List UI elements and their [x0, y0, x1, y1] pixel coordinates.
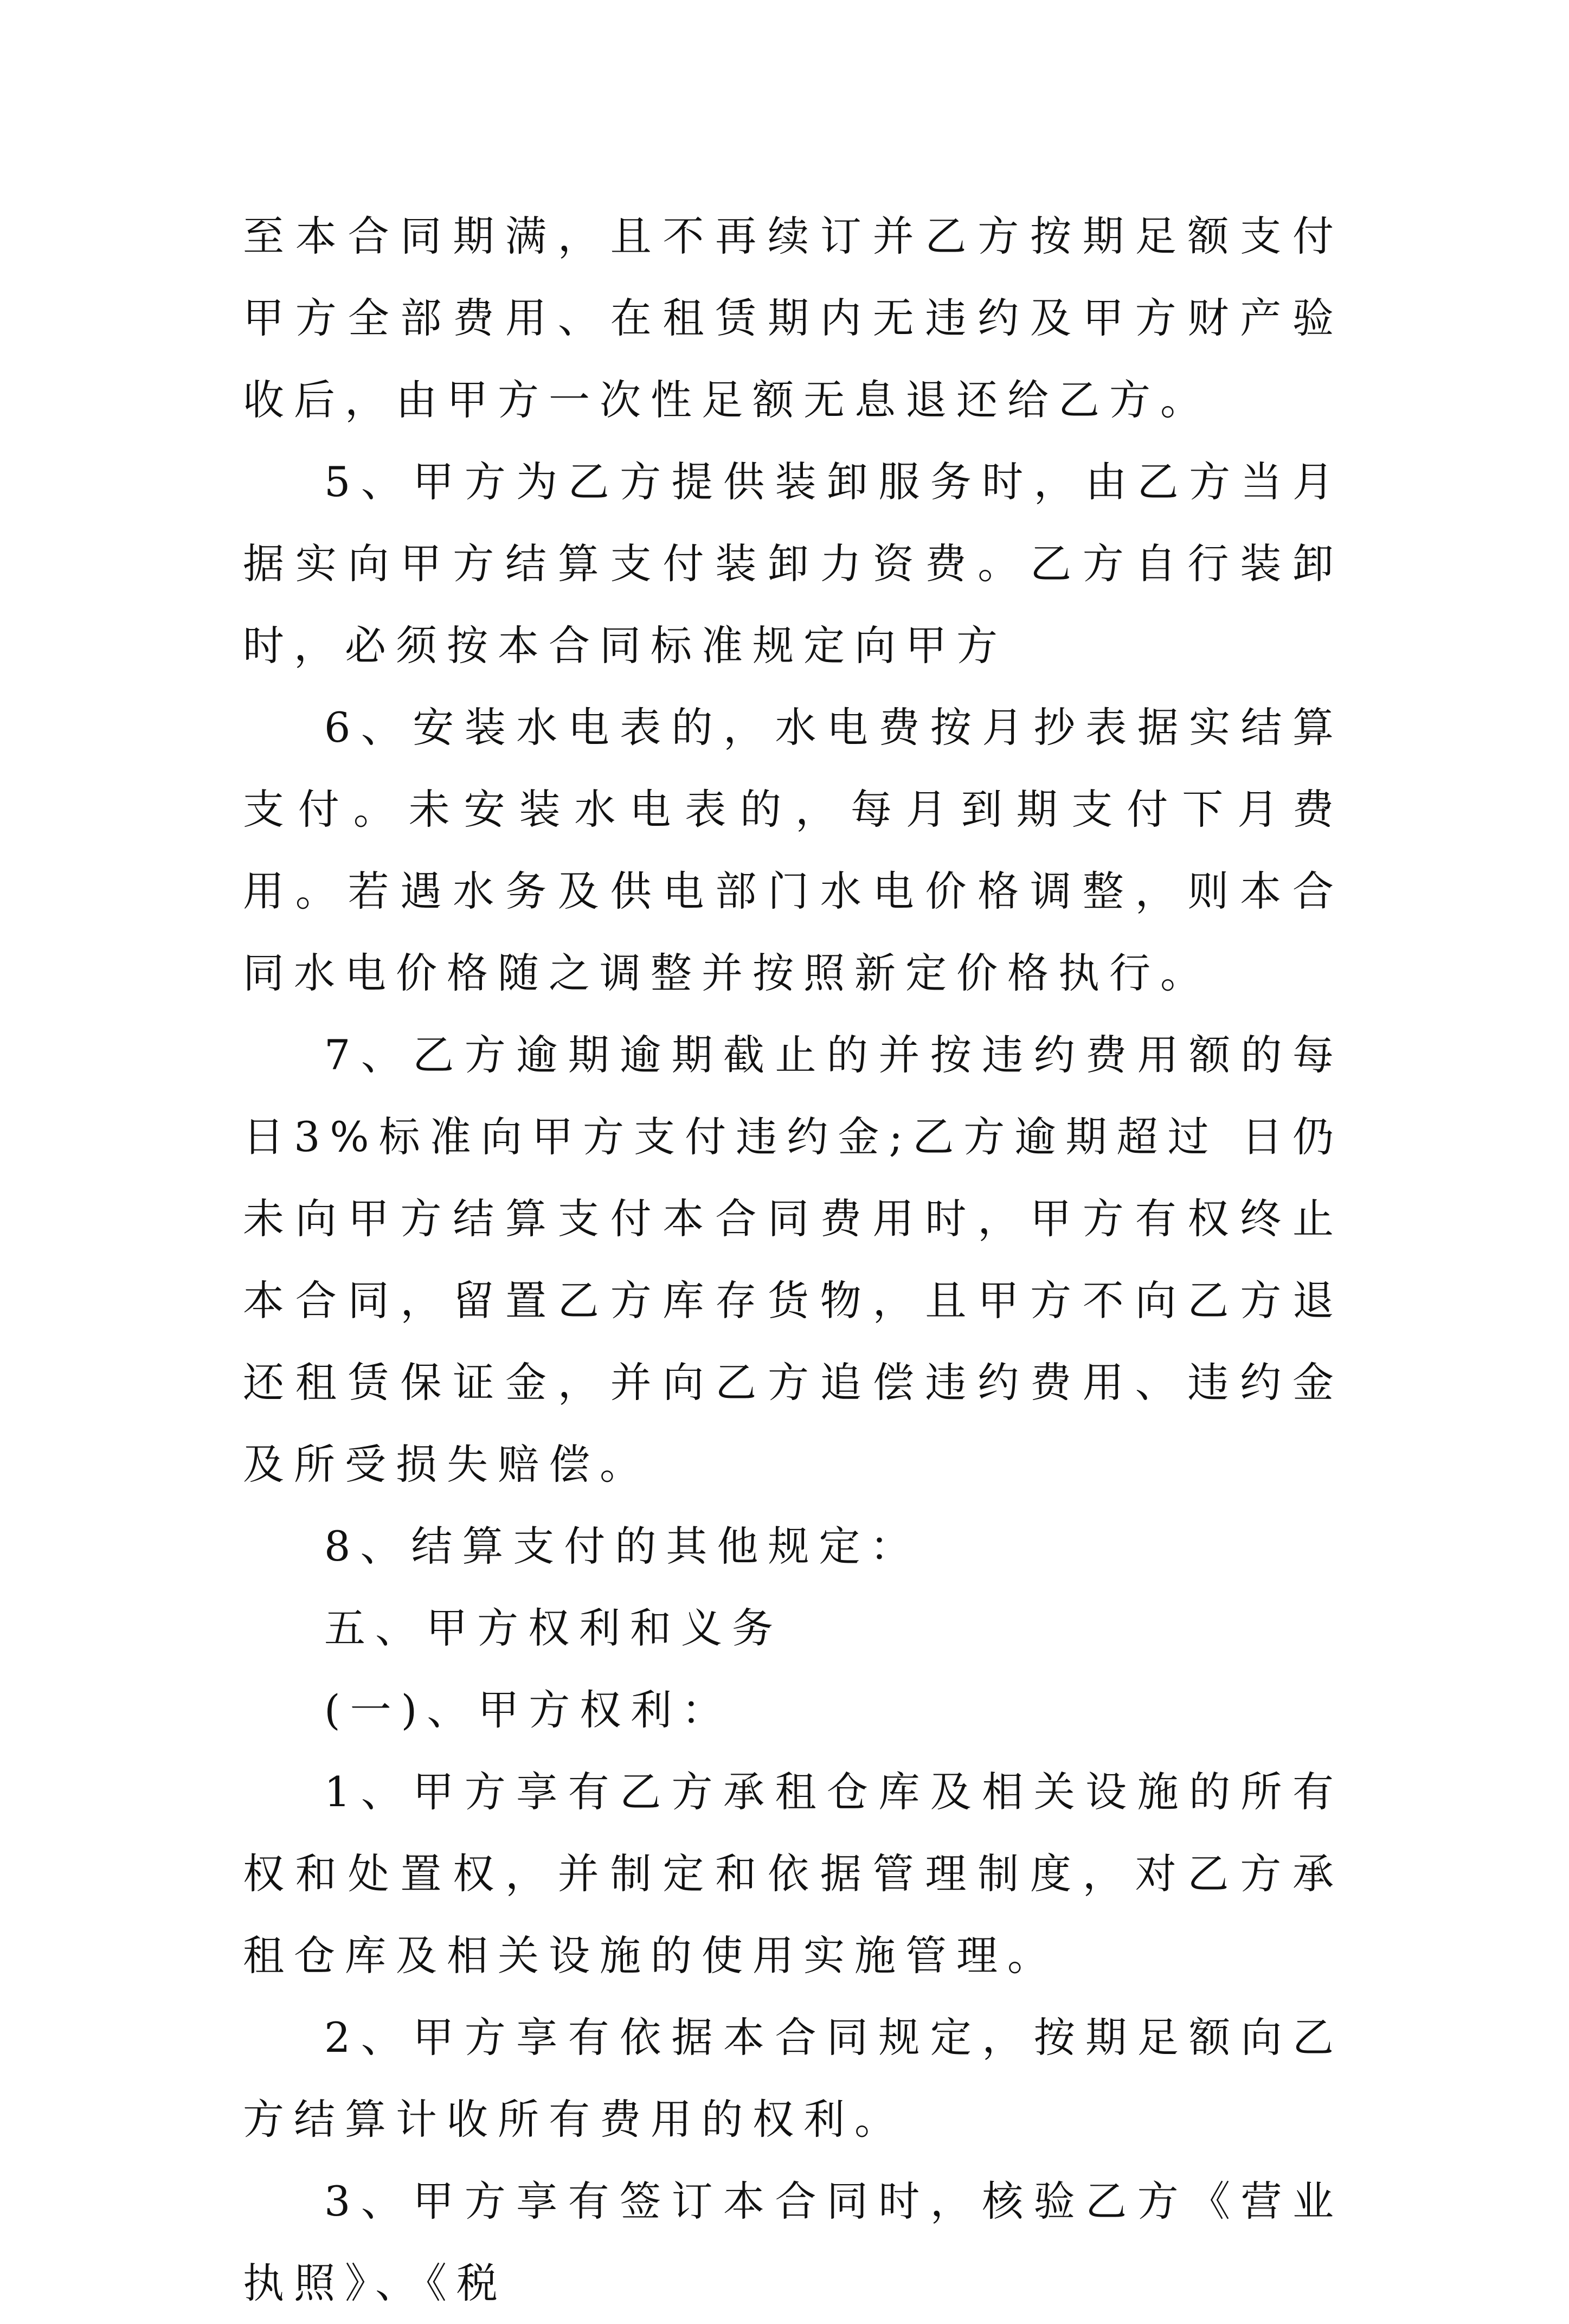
- paragraph-clause-5: 5、甲方为乙方提供装卸服务时，由乙方当月据实向甲方结算支付装卸力资费。乙方自行装卸时，必须按本合同标准规定向甲方: [243, 458, 1343, 670]
- paragraph-right-2: 2、甲方享有依据本合同规定，按期足额向乙方结算计收所有费用的权利。: [243, 2013, 1343, 2143]
- paragraph-right-1: 1、甲方享有乙方承租仓库及相关设施的所有权和处置权，并制定和依据管理制度，对乙方承租仓库及相关设施的使用实施管理。: [243, 1768, 1343, 1980]
- document-body: [243, 195, 1343, 2324]
- paragraph-clause-8: 8、结算支付的其他规定：: [324, 1522, 921, 1570]
- subsection-heading-party-a-rights: (一)、甲方权利：: [324, 1686, 733, 1734]
- paragraph-clause-7: 7、乙方逾期逾期截止的并按违约费用额的每日3%标准向甲方支付违约金;乙方逾期超过 日仍未向甲方结算支付本合同费用时，甲方有权终止本合同，留置乙方库存货物，且甲方不向乙方退还租赁保证金，并向乙方追偿违约费用、违约金及所受损失赔偿。: [243, 1031, 1343, 1488]
- section-heading-party-a-rights-duties: 五、甲方权利和义务: [324, 1604, 783, 1652]
- paragraph-right-3: 3、甲方享有签订本合同时，核验乙方《营业执照》、《税: [243, 2177, 1343, 2307]
- paragraph-deposit-refund: 至本合同期满，且不再续订并乙方按期足额支付甲方全部费用、在租赁期内无违约及甲方财产验收后，由甲方一次性足额无息退还给乙方。: [243, 212, 1343, 424]
- paragraph-clause-6: 6、安装水电表的，水电费按月抄表据实结算支付。未安装水电表的，每月到期支付下月费用。若遇水务及供电部门水电价格调整，则本合同水电价格随之调整并按照新定价格执行。: [243, 703, 1343, 997]
